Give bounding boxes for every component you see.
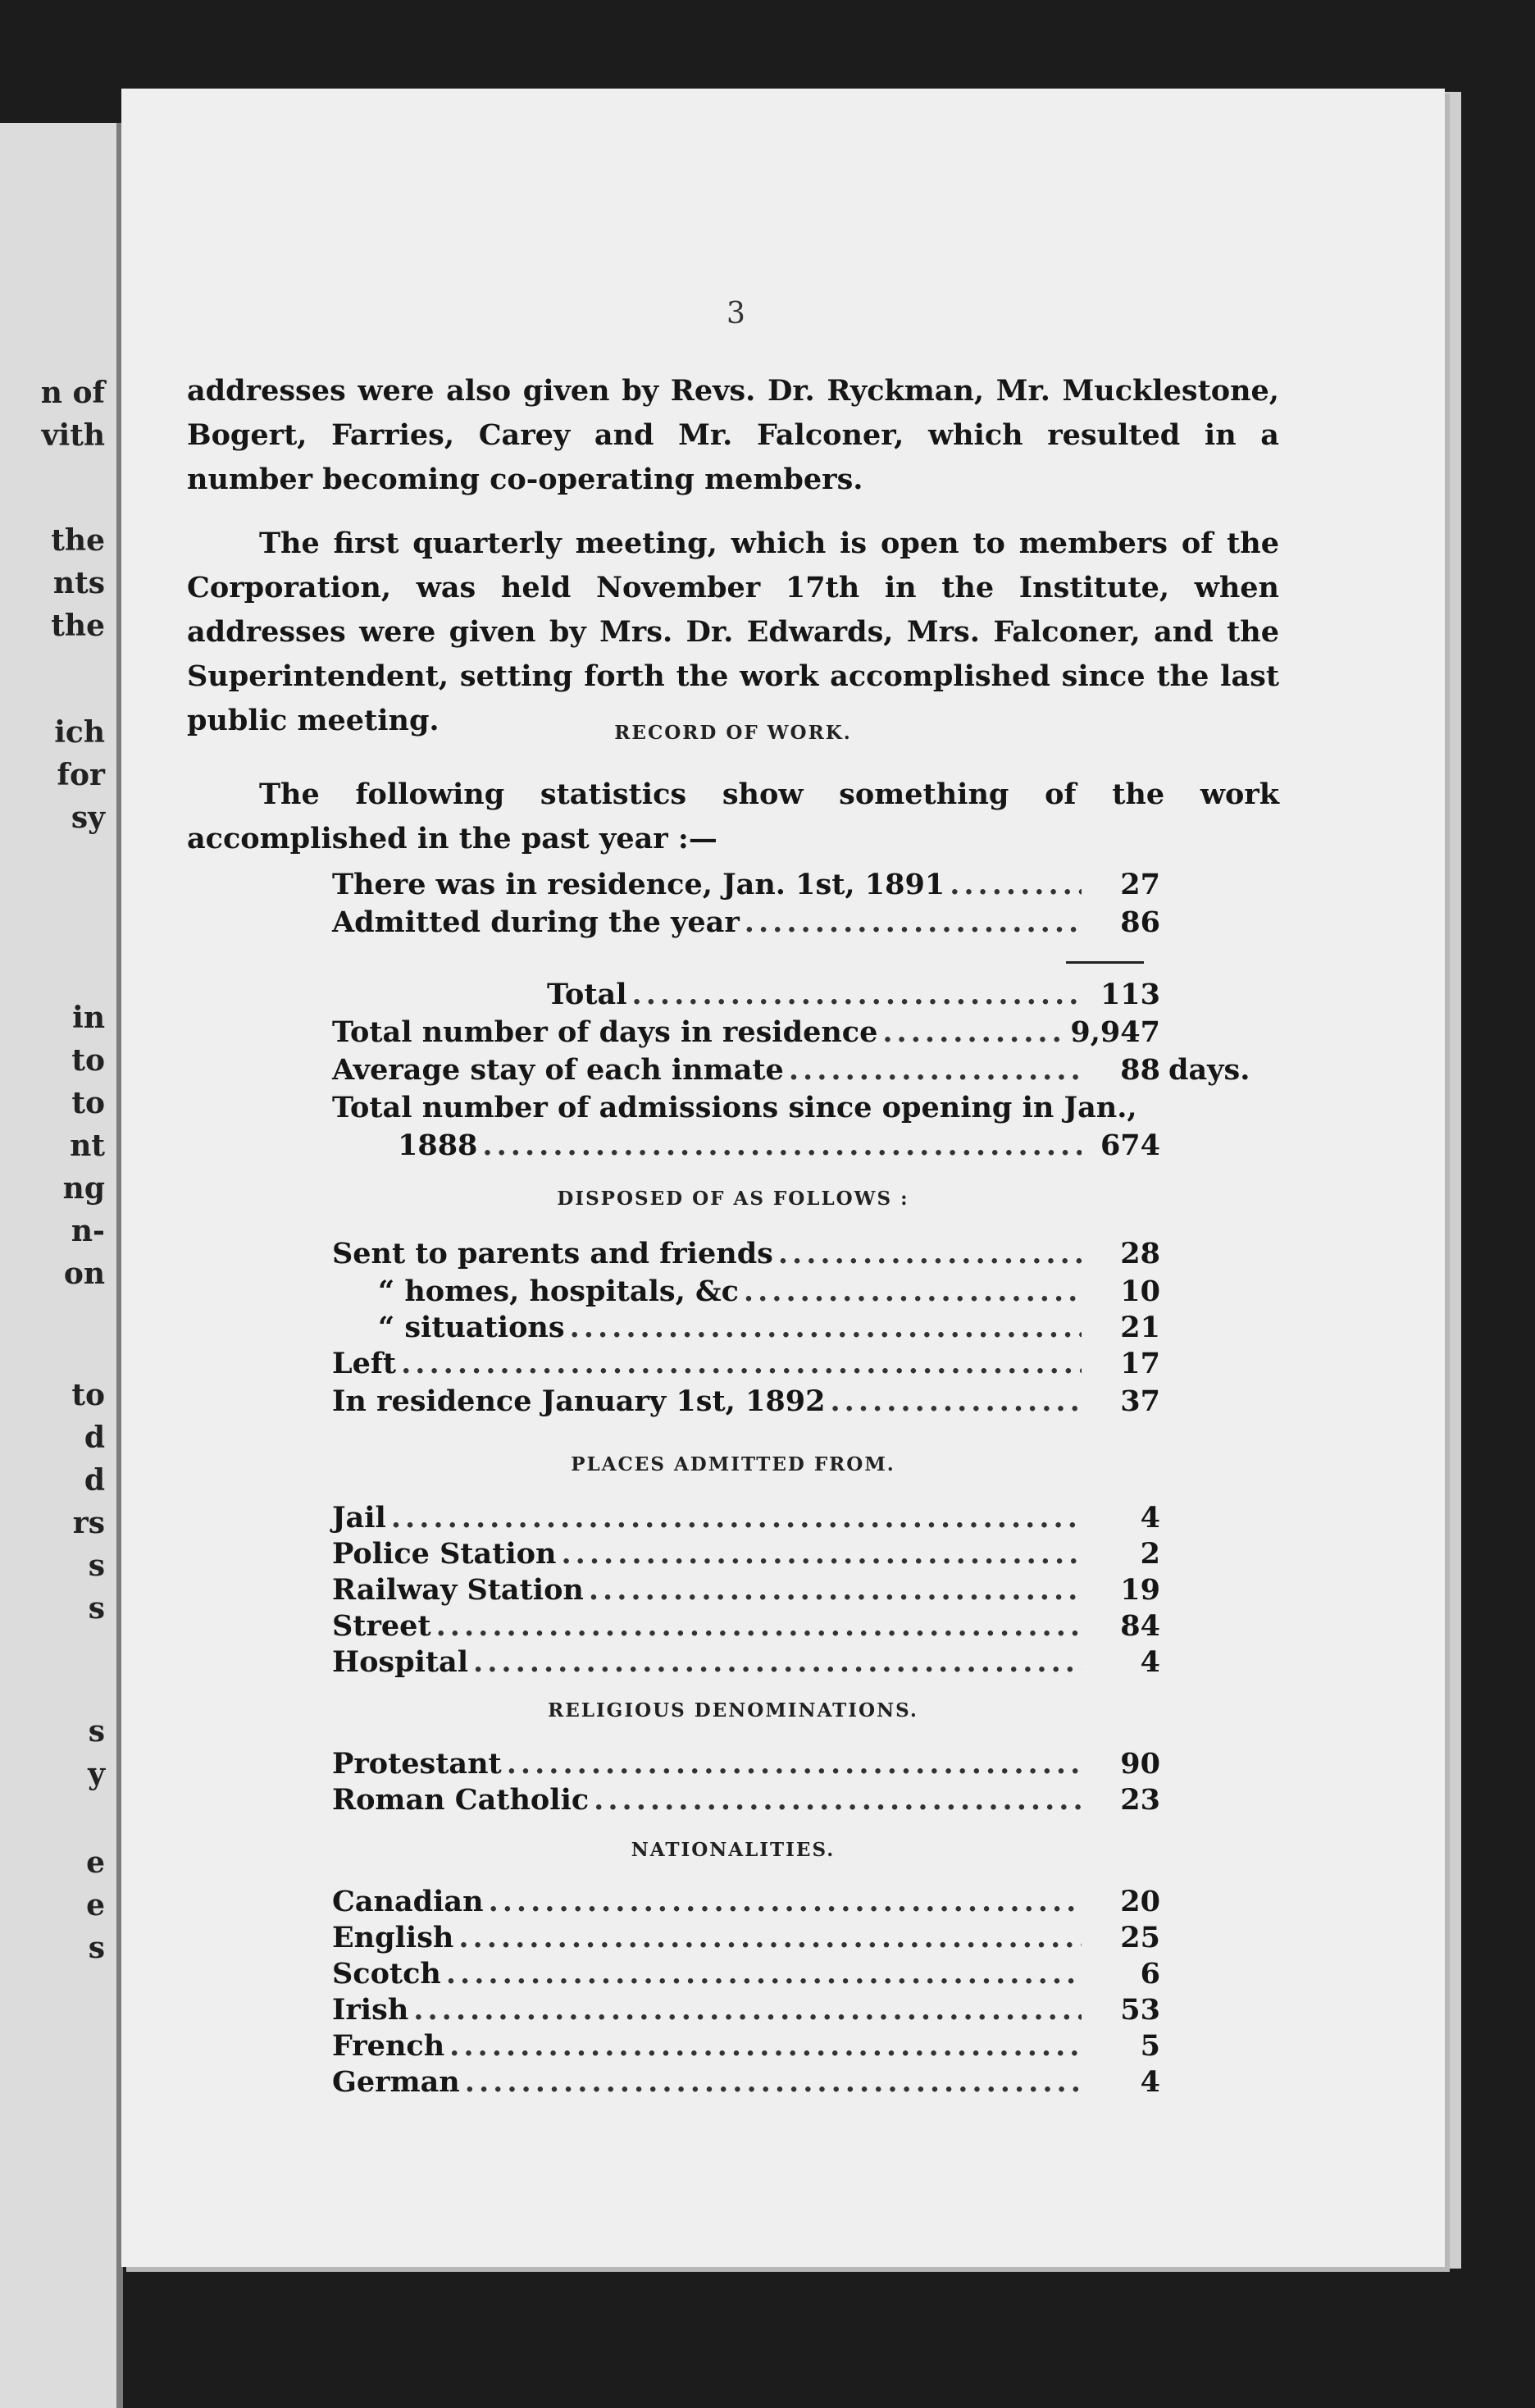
- stat-suffix: days.: [1168, 1053, 1250, 1087]
- left-page-fragment: n-: [71, 1214, 105, 1248]
- stat-label: There was in residence, Jan. 1st, 1891: [332, 868, 945, 901]
- stat-value: 6: [1140, 1957, 1160, 1991]
- stat-label: Street: [332, 1609, 431, 1643]
- stat-label: 1888: [398, 1129, 478, 1162]
- stat-row-place: [332, 1645, 1160, 1683]
- page-edge: [1445, 92, 1461, 2269]
- stat-row-admissions-line1: [332, 1091, 1160, 1129]
- stat-row-nationality: [332, 1921, 1160, 1959]
- stat-label: Jail: [332, 1501, 386, 1535]
- stat-row-religion: [332, 1747, 1160, 1785]
- stat-row-admitted: [332, 905, 1160, 943]
- stat-value: 2: [1140, 1537, 1160, 1571]
- stat-row-place: [332, 1609, 1160, 1647]
- stat-value: 25: [1120, 1921, 1160, 1954]
- stat-value: 9,947: [1070, 1015, 1160, 1049]
- leader-dots: [401, 1347, 1082, 1380]
- stat-label: Roman Catholic: [332, 1783, 590, 1817]
- left-page-fragment: the: [51, 609, 105, 643]
- stat-value: 113: [1100, 978, 1160, 1011]
- left-page-fragment: s: [88, 1591, 105, 1626]
- stat-label: Police Station: [332, 1537, 557, 1571]
- stat-row-nationality: [332, 1957, 1160, 1995]
- paragraph-statistics-intro: The following statistics show something of the work accomplished in the past year :—: [187, 778, 1279, 855]
- left-page-fragment: in: [72, 1001, 105, 1035]
- left-page-fragment: d: [84, 1463, 105, 1498]
- stat-row-admissions: [332, 1129, 1160, 1166]
- heading-places-admitted: PLACES ADMITTED FROM.: [571, 1453, 895, 1475]
- heading-record-of-work: RECORD OF WORK.: [614, 722, 852, 744]
- stat-row-disposed: [332, 1347, 1160, 1384]
- left-page-fragment: d: [84, 1421, 105, 1455]
- stat-label: Protestant: [332, 1747, 502, 1781]
- stat-row-place: [332, 1537, 1160, 1575]
- stat-row-disposed: [332, 1311, 1160, 1348]
- left-page-fragment: ng: [62, 1171, 105, 1206]
- leader-dots: [446, 1957, 1082, 1991]
- leader-dots: [570, 1311, 1082, 1344]
- stat-value: 84: [1120, 1609, 1160, 1643]
- leader-dots: [449, 2029, 1082, 2063]
- stat-row-nationality: [332, 2065, 1160, 2103]
- leader-dots: [473, 1645, 1082, 1679]
- stat-label: English: [332, 1921, 454, 1954]
- stat-label: Total number of admissions since opening in Jan.,: [332, 1091, 1137, 1124]
- stat-label: Total number of days in residence: [332, 1015, 878, 1049]
- stat-row-nationality: [332, 1885, 1160, 1922]
- left-page-fragment: n of: [40, 376, 105, 410]
- stat-value: 21: [1120, 1311, 1160, 1344]
- stat-label: German: [332, 2065, 460, 2099]
- heading-nationalities: NATIONALITIES.: [631, 1839, 836, 1861]
- left-page-fragment: e: [86, 1845, 105, 1880]
- left-page-fragment: ich: [54, 715, 105, 750]
- heading-religious-denominations: RELIGIOUS DENOMINATIONS.: [548, 1699, 918, 1722]
- sum-rule: [1066, 961, 1144, 964]
- left-page-fragment: vith: [41, 418, 105, 453]
- stat-row-days: [332, 1015, 1160, 1053]
- leader-dots: [882, 1015, 1065, 1049]
- stat-value: 90: [1120, 1747, 1160, 1781]
- left-page-fragment: on: [63, 1256, 105, 1291]
- stat-value: 10: [1120, 1275, 1160, 1308]
- leader-dots: [744, 1275, 1082, 1308]
- stat-value: 17: [1120, 1347, 1160, 1380]
- stat-row-disposed: [332, 1384, 1160, 1422]
- stat-value: 5: [1140, 2029, 1160, 2063]
- heading-disposed-of: DISPOSED OF AS FOLLOWS :: [557, 1188, 909, 1210]
- left-page-fragment: rs: [72, 1506, 105, 1540]
- stat-row-place: [332, 1573, 1160, 1611]
- stat-label: Sent to parents and friends: [332, 1237, 773, 1270]
- stat-label: “ situations: [378, 1311, 565, 1344]
- left-page-fragment: nt: [70, 1129, 105, 1163]
- stat-value: 37: [1120, 1384, 1160, 1418]
- stat-label: In residence January 1st, 1892: [332, 1384, 826, 1418]
- stat-label: Total: [547, 978, 627, 1011]
- stat-row-nationality: [332, 2029, 1160, 2067]
- leader-dots: [507, 1747, 1082, 1781]
- stat-value: 86: [1120, 905, 1160, 939]
- left-page-fragment: sy: [71, 800, 105, 835]
- stat-value: 88: [1120, 1053, 1160, 1087]
- leader-dots: [391, 1501, 1082, 1535]
- stat-value: 53: [1120, 1993, 1160, 2027]
- left-page-fragment: nts: [52, 566, 105, 600]
- leader-dots: [745, 905, 1082, 939]
- stat-row-in-residence: [332, 868, 1160, 905]
- stat-row-total: [332, 978, 1160, 1015]
- stat-value: 27: [1120, 868, 1160, 901]
- stat-row-place: [332, 1501, 1160, 1539]
- leader-dots: [436, 1609, 1082, 1643]
- stat-label: Average stay of each inmate: [332, 1053, 784, 1087]
- stat-label: Left: [332, 1347, 397, 1380]
- stat-row-nationality: [332, 1993, 1160, 2031]
- leader-dots: [830, 1384, 1082, 1418]
- left-page-fragment: s: [88, 1548, 105, 1583]
- left-page-fragment: for: [57, 758, 105, 792]
- leader-dots: [778, 1237, 1082, 1270]
- stat-label: “ homes, hospitals, &c: [378, 1275, 739, 1308]
- paragraph-quarterly-meeting: The first quarterly meeting, which is open to members of the Corporation, was held November 17th in the Institute, when addresses were given by Mrs. Dr. Edwards, Mrs. Falconer, and the Superintendent, setting forth the work accomplished since the last public meeting.: [187, 527, 1279, 737]
- stat-value: 19: [1120, 1573, 1160, 1607]
- left-page-fragment: to: [71, 1086, 105, 1120]
- leader-dots: [458, 1921, 1082, 1954]
- left-page-fragment: y: [88, 1757, 105, 1791]
- stat-value: 674: [1100, 1129, 1160, 1162]
- stat-row-religion: [332, 1783, 1160, 1821]
- left-page-fragment: e: [86, 1888, 105, 1922]
- stat-label: Irish: [332, 1993, 409, 2027]
- leader-dots: [594, 1783, 1082, 1817]
- leader-dots: [482, 1129, 1082, 1162]
- leader-dots: [561, 1537, 1082, 1571]
- left-facing-page: [0, 123, 119, 2408]
- leader-dots: [789, 1053, 1082, 1087]
- stat-label: Scotch: [332, 1957, 441, 1991]
- stat-label: Admitted during the year: [332, 905, 740, 939]
- stat-value: 20: [1120, 1885, 1160, 1918]
- stat-label: Canadian: [332, 1885, 484, 1918]
- stat-value: 23: [1120, 1783, 1160, 1817]
- left-page-fragment: s: [88, 1714, 105, 1749]
- leader-dots: [489, 1885, 1082, 1918]
- stat-row-average-stay: [332, 1053, 1250, 1091]
- stat-row-disposed: [332, 1275, 1160, 1312]
- leader-dots: [950, 868, 1082, 901]
- leader-dots: [632, 978, 1082, 1011]
- left-page-fragment: to: [71, 1378, 105, 1412]
- stat-value: 4: [1140, 1645, 1160, 1679]
- paragraph-addresses: addresses were also given by Revs. Dr. Ryckman, Mr. Mucklestone, Bogert, Farries, Carey and Mr. Falconer, which resulted in a number becoming co-operating members.: [187, 374, 1279, 496]
- stat-label: Hospital: [332, 1645, 469, 1679]
- left-page-fragment: s: [88, 1931, 105, 1965]
- leader-dots: [589, 1573, 1082, 1607]
- leader-dots: [413, 1993, 1082, 2027]
- stat-row-disposed: [332, 1237, 1160, 1275]
- stat-label: Railway Station: [332, 1573, 584, 1607]
- page-number: 3: [727, 297, 745, 331]
- stat-value: 4: [1140, 1501, 1160, 1535]
- left-page-fragment: the: [51, 523, 105, 558]
- left-page-fragment: to: [71, 1043, 105, 1078]
- stat-value: 4: [1140, 2065, 1160, 2099]
- stat-value: 28: [1120, 1237, 1160, 1270]
- leader-dots: [465, 2065, 1082, 2099]
- stat-label: French: [332, 2029, 445, 2063]
